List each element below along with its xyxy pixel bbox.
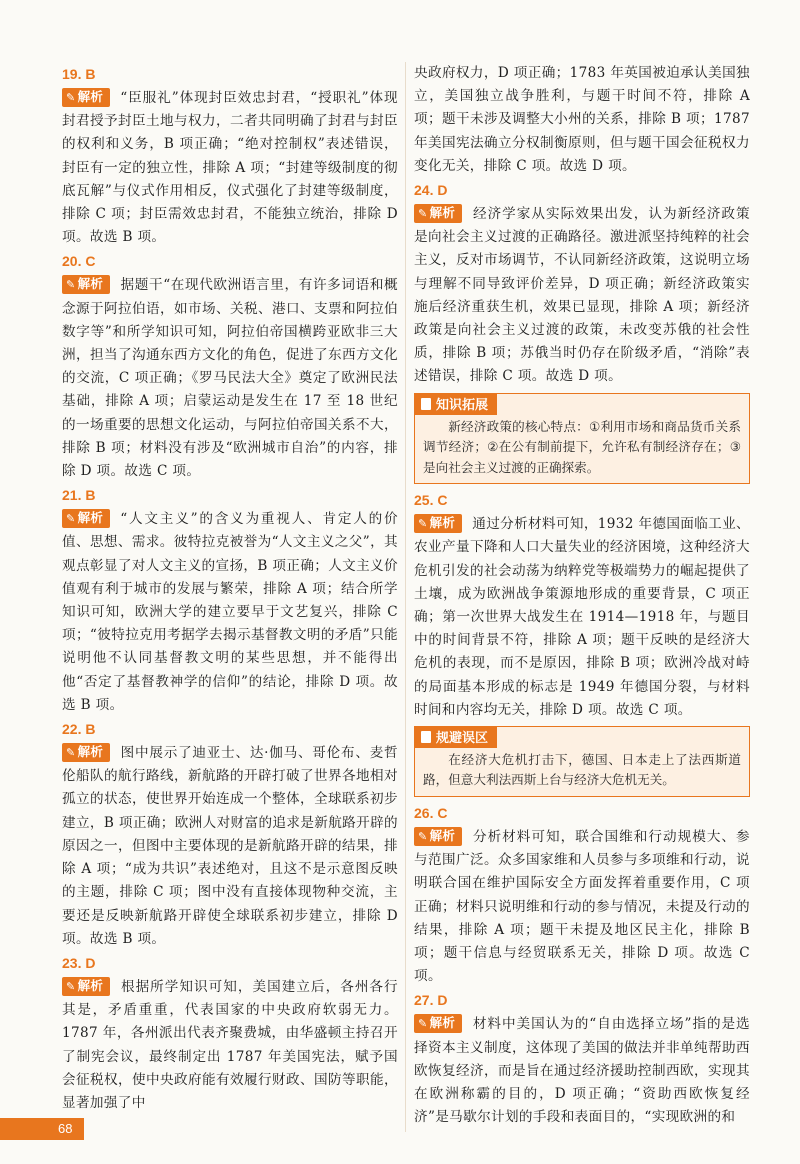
pen-icon: ✎ [418,1018,428,1031]
answer-19: ✎ 解析 “臣服礼”体现封臣效忠封君，“授职礼”体现封君授予封臣土地与权力，二者共同明确了封君与封臣的权利和义务，B 项正确；“绝对控制权”表述错误，封臣有一定的独立性，排除 A 项；“封建等级制度的彻底瓦解”与仪式作用相反，仪式强化了封建等级制度，排除 C 项；封臣需效忠封君，不能独立统治，排除 D 项。故选 B 项。 [62,90,398,246]
question-number-25: 25. C [414,492,448,509]
knowledge-extension-box [414,393,750,485]
knowledge-extension-text: 新经济政策的核心特点：①利用市场和商品货币关系调节经济；②在公有制前提下，允许私有制经济存在；③是向社会主义过渡的正确探索。 [423,419,741,475]
column-divider [405,62,406,1132]
analysis-tag: ✎ 解析 [62,88,110,107]
analysis-tag: ✎ 解析 [414,827,462,846]
analysis-tag: ✎ 解析 [414,204,462,223]
avoid-mistakes-heading: 规避误区 [415,727,497,748]
answer-25: ✎ 解析 通过分析材料可知，1932 年德国面临工业、农业产量下降和人口大量失业的经济困境，这种经济大危机引发的社会动荡为纳粹党等极端势力的崛起提供了土壤，成为欧洲战争策源地形成的重要背景，C 项正确；第一次世界大战发生在 1914—1918 年，与题目中的时间背景不符，排除 A 项；题干反映的是经济大危机的表现，而不是原因，排除 B 项；欧洲冷战对峙的局面基本形成的标志是 1949 年德国分裂，与材料时间和内容均无关，排除 D 项。故选 C 项。 [414,516,750,718]
analysis-tag: ✎ 解析 [62,743,110,762]
answer-26: ✎ 解析 分析材料可知，联合国维和行动规模大、参与范围广泛。众多国家维和人员参与多项维和行动，说明联合国在维护国际安全方面发挥着重要作用，C 项正确；材料只说明维和行动的参与情况，未提及行动的结果，排除 A 项；题干未提及地区民主化，排除 B 项；题干信息与经贸联系无关，排除 D 项。故选 C 项。 [414,828,750,985]
question-number-22: 22. B [62,721,96,738]
pen-icon: ✎ [66,279,76,292]
question-number-24: 24. D [414,182,448,199]
pen-icon: ✎ [66,980,76,993]
pen-icon: ✎ [66,513,76,526]
book-icon [421,398,431,410]
analysis-tag: ✎ 解析 [414,1014,462,1033]
answer-27: ✎ 解析 材料中美国认为的“自由选择立场”指的是选择资本主义制度，这体现了美国的做法并非单纯帮助西欧恢复经济，而是旨在通过经济援助控制西欧，实现其在欧洲称霸的目的，D 项正确；“资助西欧恢复经济”是马歇尔计划的手段和表面目的，“实现欧洲的和 [414,1016,750,1126]
pen-icon: ✎ [418,518,428,531]
analysis-tag: ✎ 解析 [62,509,110,528]
question-number-26: 26. C [414,804,448,821]
answer-21: ✎ 解析 “人文主义”的含义为重视人、肯定人的价值、思想、需求。彼特拉克被誉为“人文主义之父”，其观点彰显了对人文主义的宣扬，B 项正确；人文主义价值观有利于城市的发展与繁荣，排除 A 项；结合所学知识可知，欧洲大学的建立要早于文艺复兴，排除 C 项；“彼特拉克用考据学去揭示基督教文明的矛盾”只能说明他不认同基督教文明的某些思想，并不能得出他“否定了基督教神学的信仰”的结论，排除 D 项。故选 B 项。 [62,511,398,713]
answer-23: ✎ 解析 根据所学知识可知，美国建立后，各州各行其是，矛盾重重，代表国家的中央政府软弱无力。1787 年，各州派出代表齐聚费城，由华盛顿主持召开了制宪会议，最终制定出 1787 年美国宪法，赋予国会征税权，使中央政府能有效履行财政、国防等职能，显著加强了中 [62,978,398,1111]
avoid-mistakes-box [414,726,750,797]
pen-icon: ✎ [66,747,76,760]
page-number: 68 [0,1118,84,1140]
pen-icon: ✎ [418,830,428,843]
answer-20: ✎ 解析 据题干“在现代欧洲语言里，有许多词语和概念源于阿拉伯语，如市场、关税、港口、支票和阿拉伯数字等”和所学知识可知，阿拉伯帝国横跨亚欧非三大洲，担当了沟通东西方文化的角色，促进了东西方文化的交流，C 项正确；《罗马民法大全》奠定了欧洲民法基础，排除 A 项；启蒙运动是发生在 17 至 18 世纪的一场重要的思想文化运动，与阿拉伯帝国关系不大，排除 B 项；材料没有涉及“欧洲城市自治”的内容，排除 D 项。故选 C 项。 [62,277,398,480]
right-column [414,62,750,1131]
question-number-21: 21. B [62,487,96,504]
knowledge-extension-heading: 知识拓展 [415,394,497,415]
question-number-20: 20. C [62,253,96,270]
book-icon [421,731,431,743]
pen-icon: ✎ [418,208,428,221]
answer-24: ✎ 解析 经济学家从实际效果出发，认为新经济政策是向社会主义过渡的正确路径。激进派坚持纯粹的社会主义，反对市场调节，不认同新经济政策，这说明立场与理解不同导致评价差异，D 项正确；新经济政策实施后经济重获生机，效果已显现，排除 A 项；新经济政策是向社会主义过渡的政策，未改变苏俄的社会性质，排除 B 项；苏俄当时仍存在阶级矛盾，“消除”表述错误，排除 C 项。故选 D 项。 [414,206,750,385]
analysis-tag: ✎ 解析 [414,514,462,533]
answer-22: ✎ 解析 图中展示了迪亚士、达·伽马、哥伦布、麦哲伦船队的航行路线，新航路的开辟打破了世界各地相对孤立的状态，使世界开始连成一个整体，全球联系初步建立，B 项正确；欧洲人对财富的追求是新航路开辟的原因之一，但图中主要体现的是新航路开辟的结果，排除 A 项；“成为共识”表述绝对，且这不是示意图反映的主题，排除 C 项；图中没有直接体现物种交流，主要还是反映新航路开辟使全球联系初步建立，排除 D 项。故选 B 项。 [62,745,398,947]
left-column [62,62,398,1117]
question-number-27: 27. D [414,992,448,1009]
question-number-23: 23. D [62,954,96,971]
pen-icon: ✎ [66,92,76,104]
question-number-19: 19. B [62,66,96,82]
answer-23-continued: 央政府权力，D 项正确；1783 年英国被迫承认美国独立，美国独立战争胜利，与题干时间不符，排除 A 项；题干未涉及调整大小州的关系，排除 B 项；1787 年美国宪法确立分权制衡原则，但与题干国会征税权力变化无关，排除 C 项。故选 D 项。 [414,65,750,174]
avoid-mistakes-text: 在经济大危机打击下，德国、日本走上了法西斯道路，但意大利法西斯上台与经济大危机无关。 [423,752,741,788]
analysis-tag: ✎ 解析 [62,977,110,996]
analysis-tag: ✎ 解析 [62,275,110,294]
